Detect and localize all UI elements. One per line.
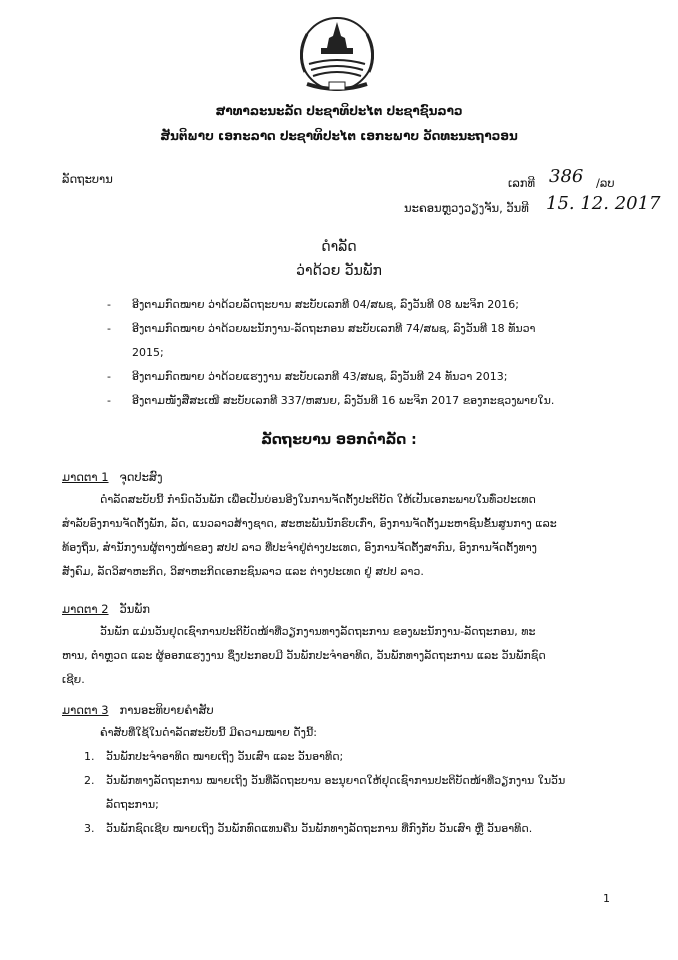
page-number: 1 <box>603 892 610 905</box>
list-item-continued: ລັດຖະການ; <box>106 798 159 811</box>
article-1-line: ສຳລັບອົງການຈັດຕັ້ງພັກ, ລັດ, ແນວລາວສ້າງຊາດ, ສະຫະພັນນັກຮົບເກົ່າ, ອົງການຈັດຕັ້ງມະຫາຊົນຂັ້ນສູນກາງ ແລະ <box>62 517 557 530</box>
reference-item: ອີງຕາມກົດໝາຍ ວ່າດ້ວຍພະນັກງານ-ລັດຖະກອນ ສະບັບເລກທີ 74/ສພຊ, ລົງວັນທີ 18 ທັນວາ <box>132 322 536 335</box>
number-suffix: /ລບ <box>596 176 615 190</box>
article-2-heading <box>62 602 150 616</box>
list-number: 3. <box>84 822 95 835</box>
article-2-line: ຫານ, ຕຳຫຼວດ ແລະ ຜູ້ອອກແຮງງານ ຊຶ່ງປະກອບມີ ວັນພັກປະຈຳອາທິດ, ວັນພັກທາງລັດຖະການ ແລະ ວັນພັກຊົດ <box>62 649 546 662</box>
article-1-line: ທ້ອງຖິ່ນ, ສຳນັກງານຜູ້ຕາງໜ້າຂອງ ສປປ ລາວ ທີ່ປະຈຳຢູ່ຕ່າງປະເທດ, ອົງການຈັດຕັ້ງສາກົນ, ອົງການຈັດຕັ້ງທາງ <box>62 541 537 554</box>
article-title: ການອະທິບາຍຄຳສັບ <box>119 703 214 717</box>
reference-item: ອີງຕາມກົດໝາຍ ວ່າດ້ວຍລັດຖະບານ ສະບັບເລກທີ 04/ສພຊ, ລົງວັນທີ 08 ພະຈິກ 2016; <box>132 298 520 311</box>
national-motto: ສັນຕິພາບ ເອກະລາດ ປະຊາທິປະໄຕ ເອກະພາບ ວັດທະນະຖາວອນ <box>160 129 518 143</box>
number-label: ເລກທີ <box>508 176 536 190</box>
list-number: 2. <box>84 774 95 787</box>
document-subtitle: ວ່າດ້ວຍ ວັນພັກ <box>296 263 382 279</box>
list-number: 1. <box>84 750 95 763</box>
article-3-intro: ຄຳສັບທີ່ໃຊ້ໃນດຳລັດສະບັບນີ້ ມີຄວາມໝາຍ ດັ່ງນີ້: <box>100 726 317 739</box>
article-1-line: ດຳລັດສະບັບນີ້ ກຳນົດວັນພັກ ເພື່ອເປັນບ່ອນອີງໃນການຈັດຕັ້ງປະຕິບັດ ໃຫ້ເປັນເອກະພາບໃນທົ່ວປະເທດ <box>100 493 536 506</box>
article-3-heading <box>62 703 214 717</box>
article-1-line: ສັງຄົມ, ລັດວິສາຫະກິດ, ວິສາຫະກິດເອກະຊົນລາວ ແລະ ຕ່າງປະເທດ ຢູ່ ສປປ ລາວ. <box>62 565 424 578</box>
bullet-dash: - <box>107 298 111 311</box>
number-handwritten: 386 <box>549 166 584 187</box>
article-1-heading <box>62 470 163 484</box>
article-title: ວັນພັກ <box>119 602 150 616</box>
article-number: ມາດຕາ 1 <box>62 470 109 484</box>
decree-statement: ລັດຖະບານ ອອກດຳລັດ : <box>261 432 417 448</box>
issuer-label: ລັດຖະບານ <box>62 172 113 186</box>
document-title: ດຳລັດ <box>321 239 357 255</box>
national-emblem-icon <box>287 14 387 96</box>
list-item: ວັນພັກຊົດເຊີຍ ໝາຍເຖິງ ວັນພັກທົດແທນຄືນ ວັນພັກທາງລັດຖະການ ທີ່ກົງກັບ ວັນເສົາ ຫຼື ວັນອາທິດ. <box>106 822 533 835</box>
date-handwritten: 15. 12. 2017 <box>546 193 661 214</box>
article-2-line: ເຊີຍ. <box>62 673 85 686</box>
reference-item: ອີງຕາມໜັງສືສະເໜີ ສະບັບເລກທີ 337/ຫສນຍ, ລົງວັນທີ 16 ພະຈິກ 2017 ຂອງກະຊວງພາຍໃນ. <box>132 394 555 407</box>
article-number: ມາດຕາ 3 <box>62 703 109 717</box>
bullet-dash: - <box>107 370 111 383</box>
article-title: ຈຸດປະສົງ <box>119 470 163 484</box>
list-item: ວັນພັກທາງລັດຖະການ ໝາຍເຖິງ ວັນທີ່ລັດຖະບານ ອະນຸຍາດໃຫ້ຢຸດເຊົາການປະຕິບັດໜ້າທີ່ວຽກງານ ໃນວັນ <box>106 774 566 787</box>
article-2-line: ວັນພັກ ແມ່ນວັນຢຸດເຊົາການປະຕິບັດໜ້າທີ່ວຽກງານທາງລັດຖະການ ຂອງພະນັກງານ-ລັດຖະກອນ, ທະ <box>100 625 536 638</box>
bullet-dash: - <box>107 394 111 407</box>
country-name: ສາທາລະນະລັດ ປະຊາທິປະໄຕ ປະຊາຊົນລາວ <box>215 104 463 118</box>
bullet-dash: - <box>107 322 111 335</box>
reference-item: ອີງຕາມກົດໝາຍ ວ່າດ້ວຍແຮງງານ ສະບັບເລກທີ 43/ສພຊ, ລົງວັນທີ 24 ທັນວາ 2013; <box>132 370 508 383</box>
reference-item-continued: 2015; <box>132 346 164 359</box>
list-item: ວັນພັກປະຈຳອາທິດ ໝາຍເຖິງ ວັນເສົາ ແລະ ວັນອາທິດ; <box>106 750 344 763</box>
article-number: ມາດຕາ 2 <box>62 602 109 616</box>
place-date-label: ນະຄອນຫຼວງວຽງຈັນ, ວັນທີ <box>404 201 529 215</box>
